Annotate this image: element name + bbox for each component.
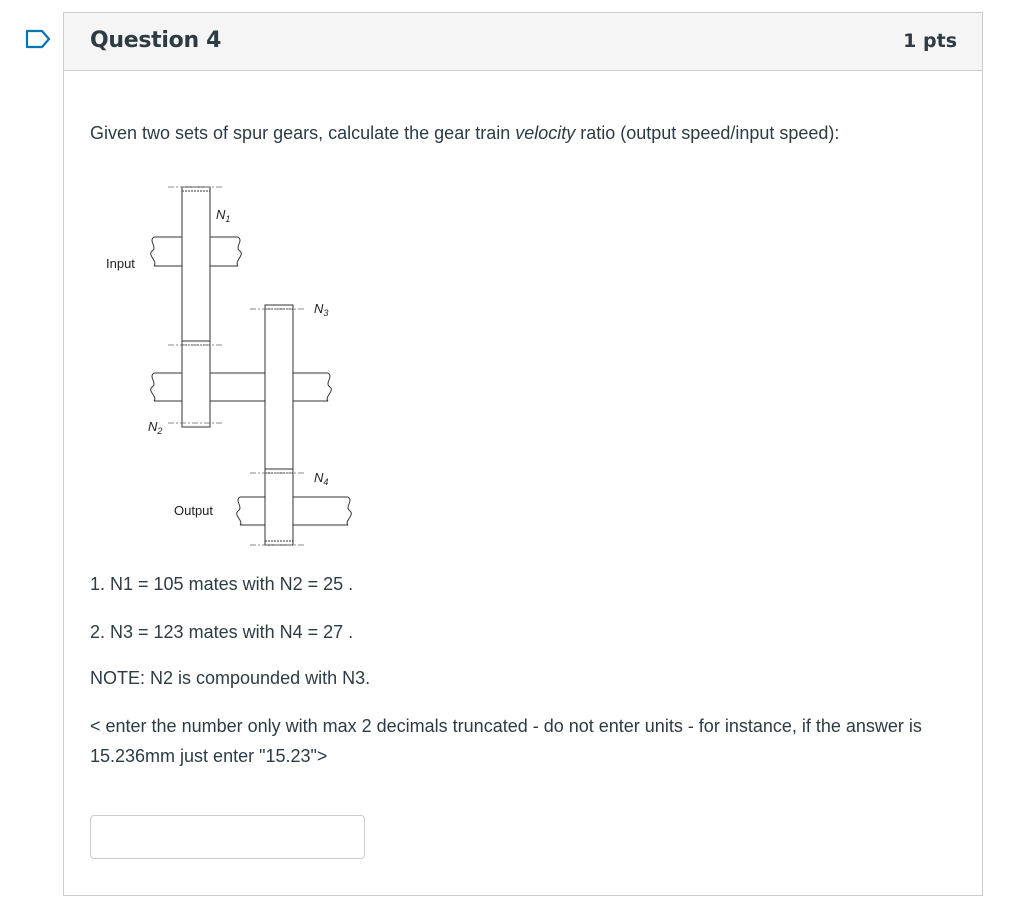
compound-note: NOTE: N2 is compounded with N3.	[90, 668, 371, 688]
question-title: Question 4	[90, 28, 222, 53]
gear-train-diagram	[92, 169, 392, 554]
prompt-text-start: Given two sets of spur gears, calculate the gear train	[90, 123, 516, 143]
label-n2: $N_2$	[148, 419, 163, 436]
diagram-input-label: Input	[106, 256, 135, 271]
prompt-emphasis: velocity	[515, 123, 576, 143]
question-flag-icon[interactable]	[25, 29, 51, 49]
answer-instructions: < enter the number only with max 2 decimals truncated - do not enter units - for instance, if the answer is 15.236mm just enter "15.23">	[90, 716, 922, 766]
question-prompt	[90, 123, 839, 144]
gear-n2	[182, 341, 210, 427]
question-card	[63, 12, 983, 896]
gear-pair-1: 1. N1 = 105 mates with N2 = 25 .	[90, 574, 354, 594]
label-n4: $N_4$	[314, 470, 329, 487]
question-points: 1 pts	[903, 30, 957, 52]
middle-shaft	[151, 373, 332, 401]
gear-n4	[265, 469, 293, 545]
label-n1: $N_1$	[216, 207, 231, 224]
gear-pair-2: 2. N3 = 123 mates with N4 = 27 .	[90, 622, 354, 642]
prompt-text-end: ratio (output speed/input speed):	[575, 123, 840, 143]
output-shaft	[237, 497, 352, 525]
question-header	[64, 13, 982, 71]
diagram-output-label: Output	[174, 503, 214, 518]
label-n3: $N_3$	[314, 301, 329, 318]
answer-input[interactable]	[90, 815, 365, 859]
